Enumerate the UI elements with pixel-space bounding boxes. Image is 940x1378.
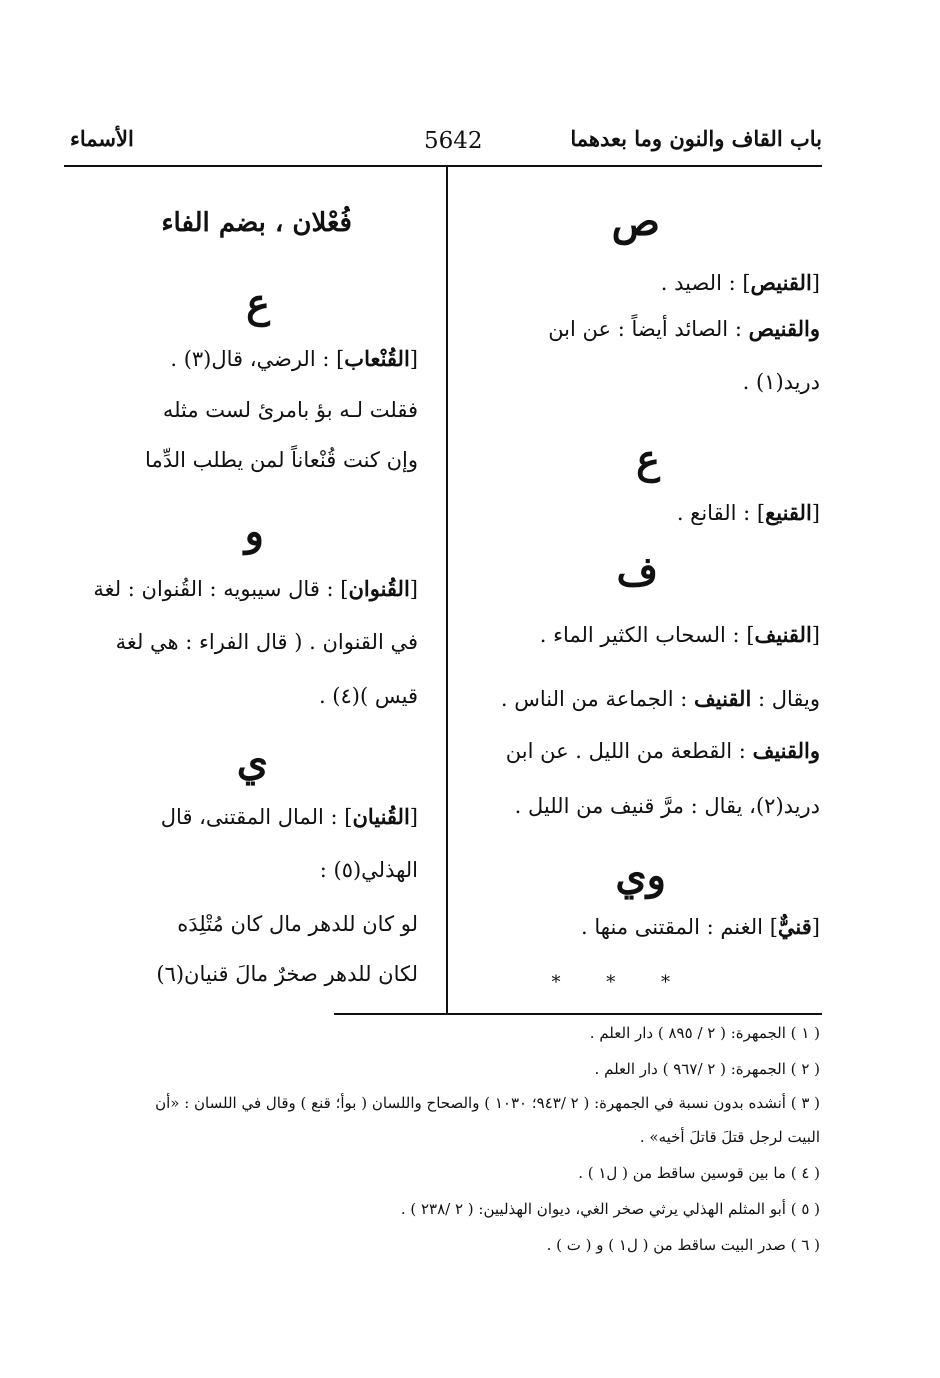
entry-definition: : المال المقتنى، قال <box>160 805 338 829</box>
entry-qunyan-cont: الهذلي(٥) : <box>319 858 418 882</box>
footnote-2: ( ٢ ) الجمهرة: ( ٢ /٩٦٧ ) دار العلم . <box>594 1060 820 1078</box>
entry-definition: : الرضي، قال(٣) . <box>170 347 330 371</box>
entry-qunwan-cont-1: في القنوان . ( قال الفراء : هي لغة <box>115 630 418 654</box>
entry-definition: : القانع . <box>676 501 751 525</box>
section-end-stars: * * * <box>551 972 690 993</box>
entry-term: القُنوان <box>348 576 410 601</box>
entry-term: القنيف <box>694 686 752 711</box>
entry-qunyan: [القُنيان] : المال المقتنى، قال <box>160 804 418 829</box>
letter-heading-ya: ي <box>236 738 268 785</box>
footnote-rule <box>334 1013 822 1015</box>
footnote-6: ( ٦ ) صدر البيت ساقط من ( ل١ ) و ( ت ) . <box>546 1236 820 1254</box>
entry-term: القنيف <box>754 622 812 647</box>
page-number: 5642 <box>424 128 483 154</box>
entry-term: والقنيف <box>752 738 820 763</box>
entry-qanif-3-cont: دريد(٢)، يقال : مرَّ قنيف من الليل . <box>514 794 820 818</box>
running-head-chapter: باب القاف والنون وما بعدهما <box>570 126 822 151</box>
letter-heading-waw: و <box>244 508 264 555</box>
verse-1-first-hemistich: فقلت لـه بؤ بامرئ لست مثله <box>162 398 418 422</box>
entry-term: القنيع <box>765 500 812 525</box>
letter-heading-ayn-left: ع <box>246 280 270 327</box>
entry-qani: [القنيع] : القانع . <box>676 500 820 525</box>
entry-qanif-1: [القنيف] : السحاب الكثير الماء . <box>539 622 820 647</box>
entry-prefix: ويقال : <box>751 687 820 711</box>
entry-term: القُنيان <box>352 804 410 829</box>
footnote-3: ( ٣ ) أنشده بدون نسبة في الجمهرة: ( ٢ /٩٤٣؛ ١٠٣٠ ) والصحاح واللسان ( بوأ؛ قنع ) وقال في اللسان : «أن <box>155 1094 820 1112</box>
verse-2-second-hemistich: لكان للدهر صخرٌ مالَ قنيان(٦) <box>156 962 418 986</box>
entry-definition: : الصائد أيضاً : عن ابن <box>548 317 742 341</box>
entry-qanis-2-cont: دريد(١) . <box>742 370 820 394</box>
entry-qunwan-cont-2: قيس )(٤) . <box>318 684 418 708</box>
column-divider <box>446 166 448 1014</box>
running-head-section: الأسماء <box>70 126 134 151</box>
entry-term: قنيٌّ <box>777 914 812 939</box>
entry-qanis-1: [القنيص] : الصيد . <box>660 270 820 295</box>
entry-qanif-2 <box>501 686 820 711</box>
entry-term: القُنْعاب <box>344 346 410 371</box>
entry-definition: الغنم : المقتنى منها . <box>581 915 770 939</box>
footnote-1: ( ١ ) الجمهرة: ( ٢ / ٨٩٥ ) دار العلم . <box>589 1024 820 1042</box>
verse-1-second-hemistich: وإن كنت قُنْعاناً لمن يطلب الدِّما <box>145 448 418 472</box>
verse-2-first-hemistich: لو كان للدهر مال كان مُتْلِدَه <box>177 912 418 936</box>
entry-definition: : قال سيبويه : القُنوان : لغة <box>93 577 334 601</box>
header-rule <box>64 165 822 167</box>
entry-definition: : القطعة من الليل . عن ابن <box>505 739 746 763</box>
letter-heading-wy: وي <box>615 852 666 899</box>
letter-heading-sad: ص <box>611 198 660 245</box>
letter-heading-fa: ف <box>616 548 658 595</box>
entry-definition: : الجماعة من الناس . <box>500 687 695 711</box>
entry-definition: : الصيد . <box>660 271 736 295</box>
entry-qaniy: [قنيٌّ] الغنم : المقتنى منها . <box>581 914 820 939</box>
entry-qunab: [القُنْعاب] : الرضي، قال(٣) . <box>170 346 418 371</box>
entry-qanis-2 <box>548 316 820 341</box>
footnote-3-cont: البيت لرجل قتلَ قاتلَ أخيه» . <box>639 1128 820 1146</box>
entry-qanif-3 <box>506 738 820 763</box>
entry-qunwan: [القُنوان] : قال سيبويه : القُنوان : لغة <box>93 576 418 601</box>
footnote-5: ( ٥ ) أبو المثلم الهذلي يرثي صخر الغي، ديوان الهذليين: ( ٢ /٢٣٨ ) . <box>400 1200 820 1218</box>
letter-heading-ayn: ع <box>636 436 660 483</box>
entry-definition: : السحاب الكثير الماء . <box>539 623 740 647</box>
entry-term: القنيص <box>750 270 812 295</box>
footnote-4: ( ٤ ) ما بين قوسين ساقط من ( ل١ ) . <box>578 1164 820 1182</box>
entry-term: والقنيص <box>748 316 820 341</box>
section-title: فُعْلان ، بضم الفاء <box>161 208 352 238</box>
